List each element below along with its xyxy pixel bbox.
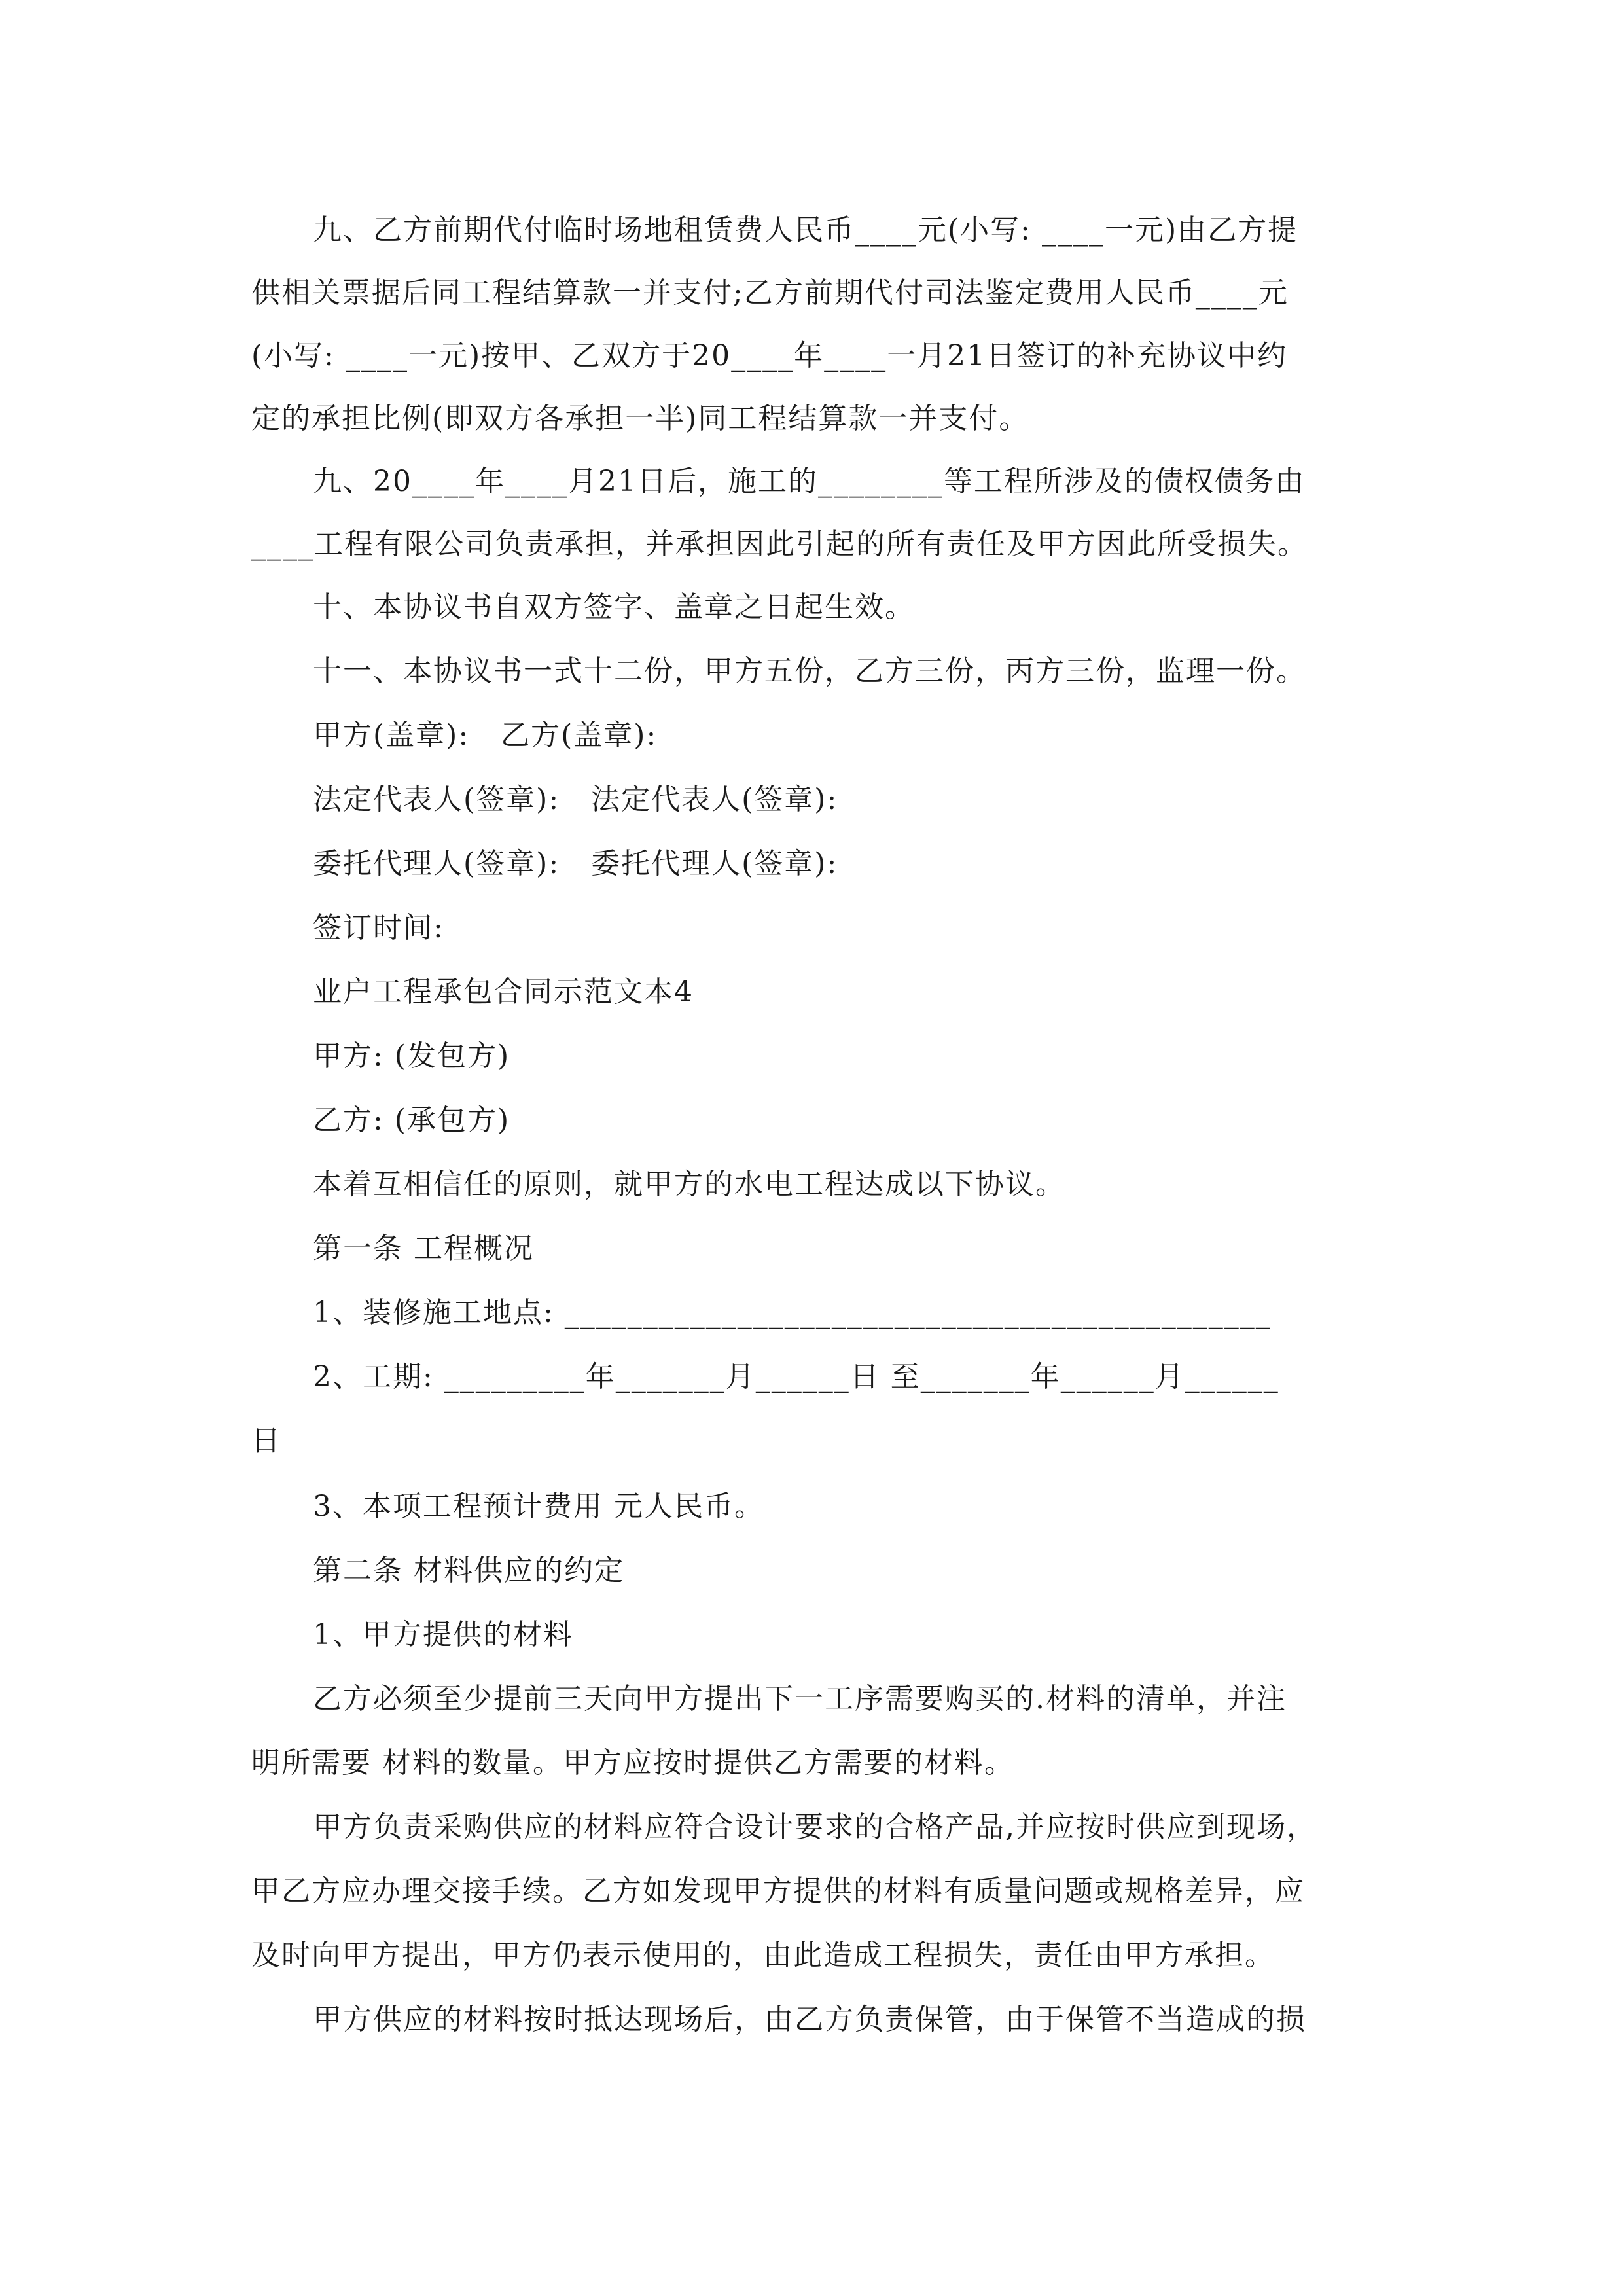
text-line: 及时向甲方提出，甲方仍表示使用的，由此造成工程损失，责任由甲方承担。 (251, 1939, 1275, 1972)
party-b-line: 乙方: (承包方) (313, 1103, 510, 1137)
text-line: 甲方供应的材料按时抵达现场后，由乙方负责保管，由于保管不当造成的损 (313, 2003, 1306, 2036)
text-line: 定的承担比例(即双方各承担一半)同工程结算款一并支付。 (251, 402, 1029, 435)
text-line: 甲方负责采购供应的材料应符合设计要求的合格产品,并应按时供应到现场， (313, 1810, 1317, 1844)
text-line: 明所需要 材料的数量。甲方应按时提供乙方需要的材料。 (251, 1746, 1014, 1780)
text-line: ____工程有限公司负责承担，并承担因此引起的所有责任及甲方因此所受损失。 (251, 528, 1308, 561)
text-line: 供相关票据后同工程结算款一并支付;乙方前期代付司法鉴定费用人民币____元 (251, 276, 1289, 310)
text-line: (小写: ____一元)按甲、乙双方于20____年____一月21日签订的补充协议中约 (251, 339, 1288, 372)
text-line: 日 (251, 1424, 281, 1458)
text-line: 乙方必须至少提前三天向甲方提出下一工序需要购买的.材料的清单，并注 (313, 1682, 1287, 1715)
text-line: 2、工期: _________年_______月______日 至_______年______月______ (313, 1360, 1279, 1393)
signing-date-line: 签订时间: (313, 911, 444, 944)
text-line: 十、本协议书自双方签字、盖章之日起生效。 (313, 590, 915, 624)
text-line: 1、装修施工地点: _____________________________________________ (313, 1296, 1272, 1329)
text-line: 九、20____年____月21日后，施工的________等工程所涉及的债权债务由 (313, 465, 1305, 498)
party-a-line: 甲方: (发包方) (313, 1039, 510, 1073)
signature-agent-line: 委托代理人(签章): 委托代理人(签章): (313, 847, 838, 880)
text-line: 本着互相信任的原则，就甲方的水电工程达成以下协议。 (313, 1168, 1065, 1201)
signature-party-line: 甲方(盖章): 乙方(盖章): (313, 719, 658, 752)
section-title: 业户工程承包合同示范文本4 (313, 975, 694, 1009)
text-line: 甲乙方应办理交接手续。乙方如发现甲方提供的材料有质量问题或规格差异，应 (251, 1874, 1305, 1908)
text-line: 3、本项工程预计费用 元人民币。 (313, 1490, 764, 1523)
text-line: 十一、本协议书一式十二份，甲方五份，乙方三份，丙方三份，监理一份。 (313, 655, 1306, 688)
article-heading: 第一条 工程概况 (313, 1232, 534, 1265)
signature-representative-line: 法定代表人(签章): 法定代表人(签章): (313, 783, 838, 816)
text-line: 九、乙方前期代付临时场地租赁费人民币____元(小写: ____一元)由乙方提 (313, 213, 1298, 247)
article-heading: 第二条 材料供应的约定 (313, 1554, 624, 1587)
text-line: 1、甲方提供的材料 (313, 1618, 573, 1651)
